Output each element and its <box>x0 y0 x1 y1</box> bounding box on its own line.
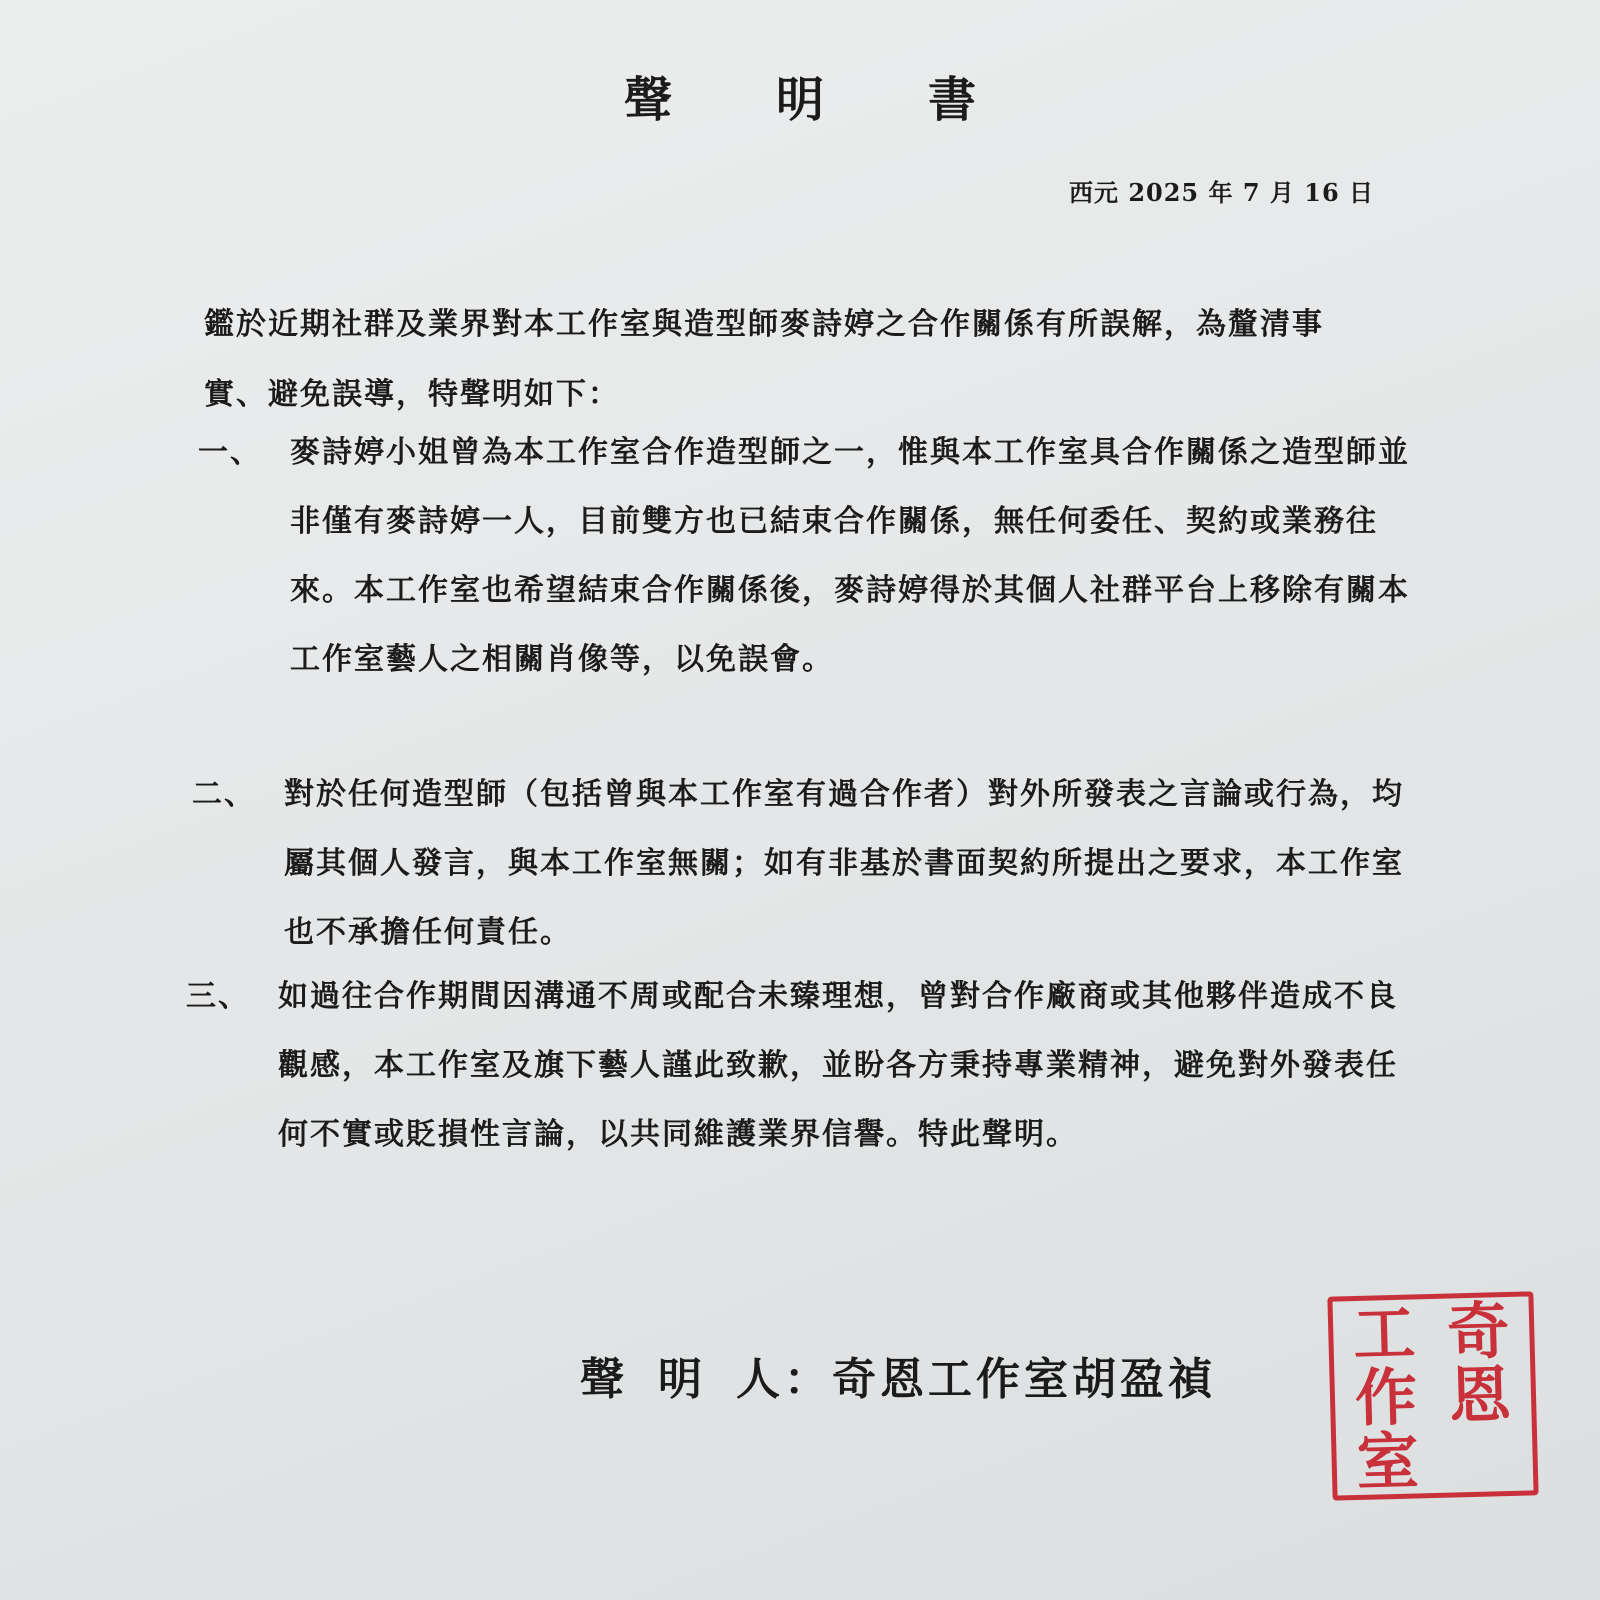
company-seal-stamp <box>1327 1291 1538 1500</box>
signer-name: 奇恩工作室胡盈禎 <box>832 1354 1216 1405</box>
item-text: 對於任何造型師（包括曾與本工作室有過合作者）對外所發表之言論或行為，均屬其個人發言，與本工作室無關；如有非基於書面契約所提出之要求，本工作室也不承擔任何責任。 <box>284 777 1404 950</box>
signer-line <box>580 1348 1216 1412</box>
signer-label-char: 明 <box>658 1354 706 1405</box>
signer-label-char: 人 <box>736 1354 784 1405</box>
item-text: 麥詩婷小姐曾為本工作室合作造型師之一，惟與本工作室具合作關係之造型師並非僅有麥詩婷一人，目前雙方也已結束合作關係，無任何委任、契約或業務往來。本工作室也希望結束合作關係後，麥詩婷得於其個人社群平台上移除有關本工作室藝人之相關肖像等，以免誤會。 <box>290 435 1410 677</box>
seal-char: 作 <box>1354 1360 1418 1436</box>
title-char: 聲 <box>623 72 672 128</box>
title-char: 明 <box>775 72 824 128</box>
intro-paragraph: 鑑於近期社群及業界對本工作室與造型師麥詩婷之合作關係有所誤解，為釐清事實、避免誤導，特聲明如下： <box>204 307 1324 412</box>
seal-char: 室 <box>1355 1424 1420 1500</box>
signer-colon: ： <box>784 1354 832 1405</box>
statement-item-3 <box>186 962 1406 1169</box>
item-text: 如過往合作期間因溝通不周或配合未臻理想，曾對合作廠商或其他夥伴造成不良觀感，本工作室及旗下藝人謹此致歉，並盼各方秉持專業精神，避免對外發表任何不實或貶損性言論，以共同維護業界信譽。特此聲明。 <box>278 979 1398 1152</box>
document-title <box>0 68 1600 132</box>
seal-char: 恩 <box>1448 1357 1512 1433</box>
seal-char: 工 <box>1352 1296 1417 1372</box>
item-number: 一、 <box>198 435 262 470</box>
item-number: 二、 <box>192 777 256 812</box>
seal-char: 奇 <box>1446 1293 1511 1369</box>
item-number: 三、 <box>186 979 250 1014</box>
statement-item-2 <box>192 760 1412 967</box>
signer-label-char: 聲 <box>580 1354 628 1405</box>
statement-item-1 <box>198 418 1418 694</box>
title-char: 書 <box>928 72 977 128</box>
document-date: 西元 2025 年 7 月 16 日 <box>1068 178 1374 207</box>
